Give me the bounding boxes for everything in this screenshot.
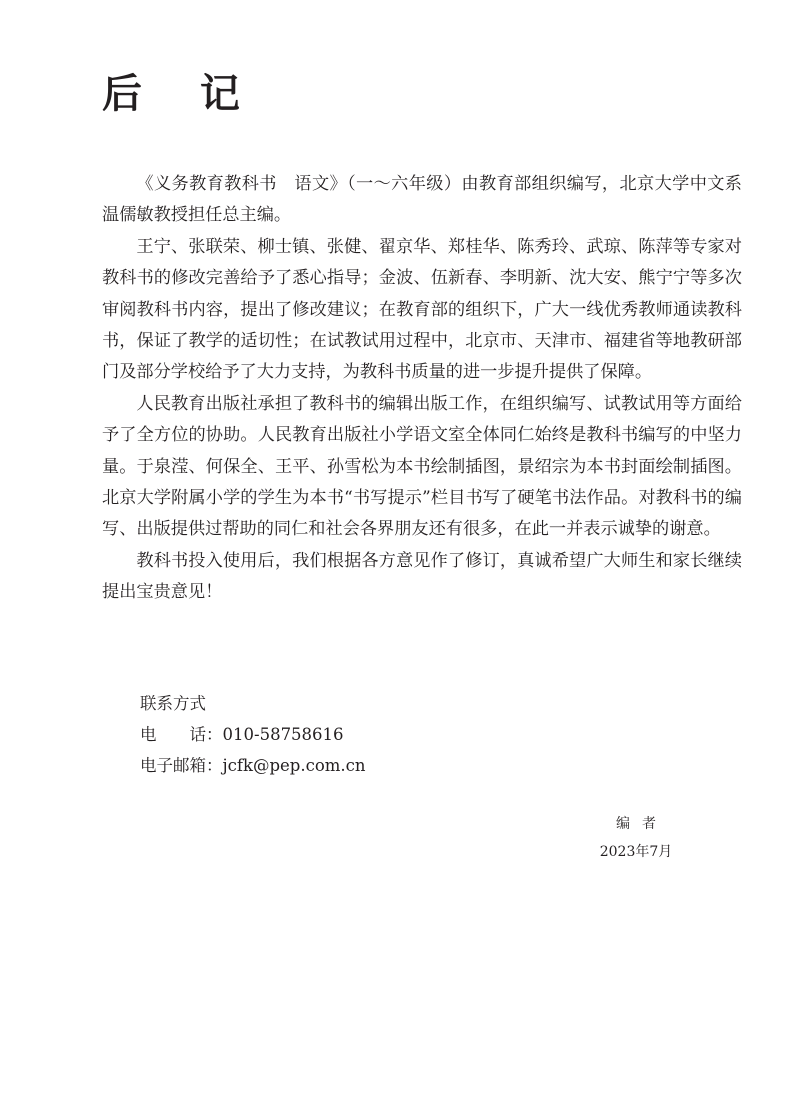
contact-email: 电子邮箱：jcfk@pep.com.cn — [140, 756, 366, 775]
page-title: 后 记 — [102, 71, 262, 117]
signature-block — [596, 810, 676, 866]
afterword-body — [102, 169, 742, 609]
contact-info — [140, 688, 366, 781]
editor-signature: 编者 — [616, 816, 668, 832]
paragraph-3: 人民教育出版社承担了教科书的编辑出版工作，在组织编写、试教试用等方面给予了全方位的协助。人民教育出版社小学语文室全体同仁始终是教科书编写的中坚力量。于泉滢、何保全、王平、孙雪松为本书绘制插图，景绍宗为本书封面绘制插图。北京大学附属小学的学生为本书“书写提示”栏目书写了硬笔书法作品。对教科书的编写、出版提供过帮助的同仁和社会各界朋友还有很多，在此一并表示诚挚的谢意。 — [102, 393, 742, 540]
paragraph-1: 《义务教育教科书 语文》（一～六年级）由教育部组织编写，北京大学中文系温儒敏教授担任总主编。 — [102, 174, 742, 226]
contact-phone: 电 话：010-58758616 — [140, 725, 344, 744]
paragraph-4: 教科书投入使用后，我们根据各方意见作了修订，真诚希望广大师生和家长继续提出宝贵意见！ — [102, 550, 742, 603]
contact-heading: 联系方式 — [140, 694, 206, 713]
signature-date: 2023年7月 — [599, 844, 673, 860]
paragraph-2: 王宁、张联荣、柳士镇、张健、翟京华、郑桂华、陈秀玲、武琼、陈萍等专家对教科书的修改完善给予了悉心指导；金波、伍新春、李明新、沈大安、熊宁宁等多次审阅教科书内容，提出了修改建议；在教育部的组织下，广大一线优秀教师通读教科书，保证了教学的适切性；在试教试用过程中，北京市、天津市、福建省等地教研部门及部分学校给予了大力支持，为教科书质量的进一步提升提供了保障。 — [102, 236, 742, 383]
